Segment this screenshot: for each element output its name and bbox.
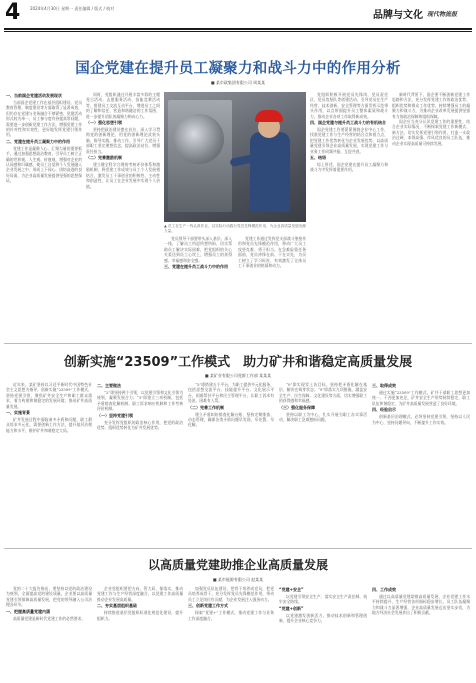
article-2-column-3 bbox=[188, 382, 274, 542]
paragraph: 以党建激发创新活力，推动技术创新和管理创新，提升企业核心竞争力。 bbox=[279, 612, 367, 624]
paper-name: 现代物流报 bbox=[427, 10, 458, 18]
paragraph: 综上所述，国企党建在提升员工凝聚力和战斗力中发挥着重要作用。 bbox=[310, 162, 388, 173]
article-1-column-2 bbox=[86, 92, 160, 340]
paragraph: 以党建引领安全生产，落实安全生产责任制，筑牢安全防线。 bbox=[279, 594, 367, 605]
masthead-rule-thin bbox=[4, 31, 472, 32]
article-3-byline: ■ 某市能源有限公司 赵某某 bbox=[212, 577, 264, 582]
paragraph: 坚持把政治建设摆在首位，深入学习贯彻党的创新理论，用党的创新理论武装头脑、指导实践、推动工作，引导广大党员干部职工坚定理想信念，提高政治站位，增强责任担当。 bbox=[86, 127, 160, 154]
paragraph: 通过以高质量党建助推高质量发展，企业党建工作水平持续提升，生产经营各项指标稳步增长，员工队伍凝聚力和战斗力显著增强，企业高质量发展迈出坚实步伐，为地方经济社会发展作出了积极贡献。 bbox=[372, 594, 470, 616]
section-name: 品牌与文化 bbox=[373, 9, 423, 21]
paragraph: 探索“党建+”工作模式，推动党建工作与业务工作深度融合。 bbox=[188, 610, 274, 621]
article-3-column-4 bbox=[279, 586, 367, 681]
section-band bbox=[373, 6, 471, 20]
subheading: 四、国企党建与提升员工战斗力的有机结合 bbox=[310, 120, 386, 126]
subheading: 三、创新党建工作方式 bbox=[188, 603, 228, 609]
article-3-column-2 bbox=[97, 586, 183, 681]
paragraph: 充分发挥党组织的政治核心作用，把党的政治优势、组织优势转化为矿井发展优势。 bbox=[97, 419, 183, 431]
issue-meta: 2024年4月30日 星期一 责任编辑 / 版式 / 校对 bbox=[30, 6, 115, 11]
paragraph: 党建工作通过发挥党支部战斗堡垒作用和党员先锋模范作用，带动广大员工攻坚克难、勇于担当。在急难险重任务面前，党员冲锋在前、干在实处，为员工树立了学习标杆，有效激发了全体员工干事创业的热情和动力。 bbox=[238, 236, 306, 269]
article-3-column-1 bbox=[6, 586, 92, 681]
paragraph: 建立矛盾纠纷排查化解台账，坚持定期排查、动态管理，确保各类矛盾问题早发现、早处置、早化解。 bbox=[188, 411, 274, 428]
masthead bbox=[0, 0, 476, 30]
subheading: “党建+创新” bbox=[279, 605, 304, 611]
article-2-column-2 bbox=[97, 382, 183, 542]
article-1-column-5 bbox=[392, 92, 470, 340]
paragraph: 近年来，某矿坚持以习近平新时代中国特色社会主义思想为指导，创新实施“23509”工作模式，坚持党建引领，聚焦矿井安全生产和职工群众需求，着力构建和谐稳定的发展环境，推动矿井高质量发展。 bbox=[6, 382, 92, 409]
article-2-title: 创新实施“23509”工作模式 助力矿井和谐稳定高质量发展 bbox=[63, 355, 413, 370]
article-1-title: 国企党建在提升员工凝聚力和战斗力中的作用分析 bbox=[75, 61, 401, 77]
article-divider-2 bbox=[4, 548, 472, 549]
subheading: 一、实施背景 bbox=[6, 410, 30, 416]
subheading: 二、夯实基层组织基础 bbox=[97, 603, 137, 609]
subheading: （一）坚持党建引领 bbox=[97, 412, 133, 418]
article-2-column-4 bbox=[279, 382, 367, 542]
article-1-byline: ■ 某市政集团有限公司 周某某 bbox=[210, 80, 266, 85]
paragraph: “5”即搭建五个平台，为职工提供多元化服务，包括思想交流平台、技能提升平台、文化展示平台、困难帮扶平台和民主管理平台，让职工诉求有处说、困难有人帮。 bbox=[188, 382, 274, 404]
masthead-rule bbox=[4, 28, 472, 30]
article-divider-1 bbox=[4, 343, 472, 344]
paragraph: “0”即实现零上访目标，坚持把矛盾化解在基层、解决在萌芽状态；“9”即落实九项措施，涵盖安全生产、民生保障、文化建设等方面，切实增强职工的获得感和幸福感。 bbox=[279, 382, 367, 404]
paragraph: “2”即坚持两个引领，以党建引领和文化引领为统领，凝聚发展合力；“3”即建立三项机制，包括矛盾排查化解机制、职工诉求响应机制和工作考核评价机制。 bbox=[97, 390, 183, 412]
paragraph: 国企应当充分认识党建工作的重要性，结合企业实际情况，不断探索党建工作新模式、新方法，切实发挥党建引领作用，打造一支政治过硬、本领高强、作风优良的员工队伍，推动企业实现高质量可持续发展。 bbox=[392, 119, 470, 146]
subheading: 五、结语 bbox=[310, 155, 326, 161]
paragraph: 持续推进基层党组织标准化规范化建设，提升组织力。 bbox=[97, 610, 183, 621]
paragraph: 企业党组织要把方向、管大局、保落实，推动党建工作与生产经营深度融合，以党建工作高质量推动企业发展高质量。 bbox=[97, 586, 183, 602]
paragraph: 高质量党建是新时代党建工作的必然要求。 bbox=[13, 615, 86, 621]
paragraph: 矿井发展过程中面临诸多矛盾和问题，职工群众诉求多元化，需要创新工作方法，提升基层治理能力和水平，维护矿井和谐稳定大局。 bbox=[6, 417, 92, 433]
article-3-column-3 bbox=[188, 586, 274, 681]
paragraph: 加强党员队伍建设，把骨干培养成党员，把党员培养成骨干，充分发挥党员先锋模范作用，带动员工立足岗位作贡献，为企业发展注入强劲动力。 bbox=[188, 586, 274, 602]
article-1-column-3 bbox=[164, 236, 306, 340]
subheading: 一、把握高质量党建内涵 bbox=[6, 608, 50, 614]
paragraph: 党员领导干部要带头深入基层、深入一线，了解员工所思所想所盼，切实帮助员工解决实际困难，把党组织的关心关爱送到员工心坎上，增强员工的获得感、幸福感和安全感。 bbox=[164, 236, 232, 263]
article-2-byline: ■ 某矿业有限公司党群工作部 某某某 bbox=[204, 373, 272, 378]
paragraph: 建立健全科学合理的考核评价体系和激励机制，将党建工作成效与员工个人发展相结合，激发员工干事创业的积极性、主动性和创造性，让员工在企业发展中实现个人价值。 bbox=[86, 162, 160, 189]
subheading: 二、主要做法 bbox=[97, 383, 121, 388]
subheading: 四、工作成效 bbox=[372, 587, 396, 592]
paragraph: 通过实施“23509”工作模式，矿井干部职工思想更加统一、干劲更加充足，矿井安全生产形势持续稳定，职工队伍和谐稳定，为矿井高质量发展营造了良好环境。 bbox=[372, 390, 470, 406]
paragraph: 国企党建工作要紧紧围绕企业中心工作，找准党建工作与生产经营的结合点和着力点，把党建工作优势转化为企业发展优势，以高质量党建引领企业高质量发展，实现党建工作与业务工作同频共振、互促共进。 bbox=[310, 127, 388, 154]
paragraph: 创新基层治理模式，必须坚持党建引领，坚持以人民为中心，坚持问题导向，不断提升工作实效。 bbox=[372, 414, 470, 425]
article-1-photo bbox=[164, 92, 306, 222]
photo-drum bbox=[174, 114, 224, 164]
subheading: （二）完善激励机制 bbox=[86, 155, 122, 161]
article-1-column-1 bbox=[6, 92, 82, 340]
paragraph: 同时，党组织通过开展丰富多彩的主题党日活动、志愿服务活动、技能竞赛活动等，搭建员工交流互动平台，增进员工之间的了解和信任，营造和谐融洽的工作氛围，进一步提升团队的凝聚力和向心力。 bbox=[86, 92, 160, 119]
article-1-column-4 bbox=[310, 92, 388, 340]
subheading: 二、党建在提升员工凝聚力中的作用 bbox=[6, 138, 70, 144]
subheading: 一、当前国企党建活动发展现状 bbox=[6, 93, 62, 98]
paragraph: 当前国企党建工作在基层组织建设、党员教育管理、制度建设等方面取得了显著成效，但仍存在党建与业务融合不够紧密、党建活动形式较为单一、员工参与度有待提高等问题，需要进一步创新党建工作方法，增强党建工作的针对性和实效性，更好地发挥党建引领作用。 bbox=[6, 100, 82, 138]
article-2-column-5 bbox=[372, 382, 470, 542]
subheading: （一）强化思想引领 bbox=[86, 120, 122, 126]
subheading: （三）强化服务保障 bbox=[279, 404, 315, 410]
subheading: 三、党建在提升员工战斗力中的作用 bbox=[164, 264, 228, 270]
paragraph: 党的二十大报告指出，要坚持以党的政治建设为统领，全面提高党的建设质量。企业要以高质量党建引领保障高质量发展，把党的领导融入公司治理各环节。 bbox=[6, 586, 92, 608]
paragraph: 坚持以职工为中心，扎实开展为职工办实事活动，解决职工急难愁盼问题。 bbox=[279, 411, 367, 423]
subheading: 四、经验启示 bbox=[372, 407, 396, 413]
subheading: （二）完善工作机制 bbox=[188, 404, 224, 410]
photo-worker-helmet bbox=[255, 110, 283, 122]
article-3-column-5 bbox=[372, 586, 470, 681]
page-number: 4 bbox=[5, 0, 21, 25]
article-2-column-1 bbox=[6, 382, 92, 542]
subheading: 三、取得成效 bbox=[372, 383, 396, 388]
article-1-photo-caption: ▲ 员工在生产一线认真作业，以实际行动践行党员先锋模范作用，为企业高质量发展贡献力量。 bbox=[164, 224, 306, 233]
paragraph: 新时代背景下，国企要不断创新党建工作思路和方法，充分发挥党建工作的政治优势、组织优势和群众工作优势，持续增强员工的凝聚力和战斗力，为推动企业改革发展提供坚强有力的政治保障和组织保障。 bbox=[392, 92, 470, 119]
photo-worker-body bbox=[250, 132, 290, 212]
subheading: “党建+安全” bbox=[279, 587, 304, 592]
paragraph: 党建工作是凝聚人心、汇聚力量的重要抓手。通过加强思想政治教育，引导员工树立正确的世界观、人生观、价值观，增强对企业的认同感和归属感，使员工自觉将个人发展融入企业发展之中，形成上下同心、团结奋进的良好局面，为企业高质量发展提供坚强的思想保证。 bbox=[6, 145, 82, 184]
paragraph: 党组织积极开展党员先锋岗、党员责任区、党员攻坚队等创建活动，引导党员在生产经营、技术创新、安全管理等方面发挥示范带头作用，以点带面提升员工整体素质和战斗力，推动企业各项工作取得新成效。 bbox=[310, 92, 388, 119]
article-3-title: 以高质量党建助推企业高质量发展 bbox=[147, 558, 328, 572]
